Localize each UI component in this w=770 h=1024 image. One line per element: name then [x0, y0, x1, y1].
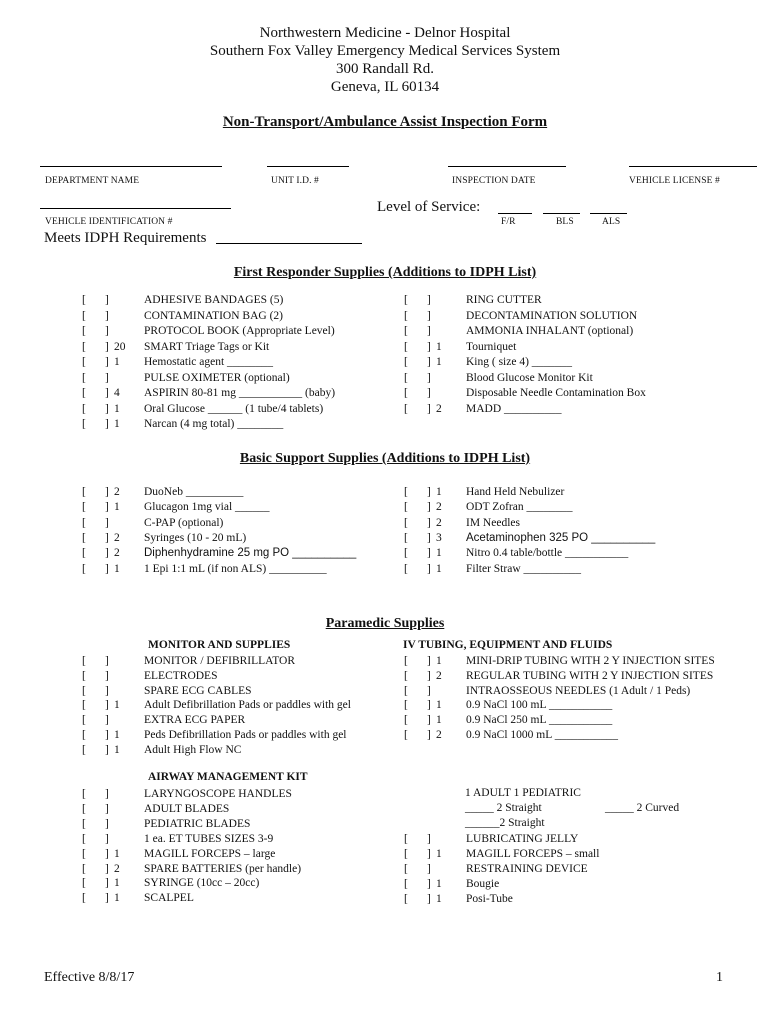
checkbox-close-bracket[interactable]: ] — [105, 684, 109, 697]
item-quantity: 20 — [114, 340, 126, 353]
checkbox-open-bracket[interactable]: [ — [82, 486, 86, 498]
checkbox-open-bracket[interactable]: [ — [82, 356, 86, 368]
item-label: RESTRAINING DEVICE — [466, 862, 588, 875]
item-quantity: 1 — [114, 402, 120, 415]
airway-adult-peds: 1 ADULT 1 PEDIATRIC — [465, 787, 581, 799]
item-label: IM Needles — [466, 516, 520, 529]
item-label: Narcan (4 mg total) ________ — [144, 418, 284, 430]
meets-idph-line[interactable] — [216, 243, 362, 244]
checkbox-close-bracket[interactable]: ] — [427, 325, 431, 337]
header-hospital: Northwestern Medicine - Delnor Hospital — [259, 25, 511, 41]
item-label: ADULT BLADES — [144, 802, 230, 815]
checkbox-open-bracket[interactable]: [ — [404, 547, 408, 560]
checkbox-open-bracket[interactable]: [ — [82, 669, 86, 682]
item-label: ADHESIVE BANDAGES (5) — [144, 294, 284, 306]
checkbox-close-bracket[interactable]: ] — [427, 501, 431, 514]
checkbox-close-bracket[interactable]: ] — [427, 371, 431, 384]
checkbox-open-bracket[interactable]: [ — [404, 847, 408, 860]
item-label: ASPIRIN 80-81 mg ___________ (baby) — [144, 387, 336, 399]
item-quantity: 1 — [436, 877, 442, 890]
unit-line[interactable] — [267, 166, 349, 167]
item-label: 0.9 NaCl 250 mL ___________ — [466, 714, 613, 727]
inspection-date-line[interactable] — [448, 166, 566, 167]
checkbox-close-bracket[interactable]: ] — [105, 418, 109, 430]
checkbox-open-bracket[interactable]: [ — [404, 729, 408, 741]
checkbox-open-bracket[interactable]: [ — [404, 862, 408, 875]
checkbox-open-bracket[interactable]: [ — [82, 309, 86, 322]
item-label: SMART Triage Tags or Kit — [144, 340, 270, 353]
item-label: ODT Zofran ________ — [466, 501, 573, 514]
item-label: Peds Defibrillation Pads or paddles with gel — [144, 729, 347, 741]
checkbox-close-bracket[interactable]: ] — [427, 547, 431, 560]
checkbox-close-bracket[interactable]: ] — [105, 309, 109, 322]
item-quantity: 1 — [436, 486, 442, 498]
item-label: MAGILL FORCEPS – small — [466, 847, 600, 860]
department-label: DEPARTMENT NAME — [45, 176, 140, 186]
item-label: REGULAR TUBING WITH 2 Y INJECTION SITES — [466, 669, 714, 682]
checkbox-open-bracket[interactable]: [ — [404, 714, 408, 727]
airway-straight-peds: ______2 Straight — [465, 817, 545, 829]
checkbox-close-bracket[interactable]: ] — [105, 877, 109, 890]
checkbox-open-bracket[interactable]: [ — [82, 371, 86, 384]
checkbox-close-bracket[interactable]: ] — [427, 562, 431, 575]
item-quantity: 4 — [114, 387, 120, 399]
item-label: Adult Defibrillation Pads or paddles with gel — [144, 699, 351, 712]
checkbox-open-bracket[interactable]: [ — [82, 655, 86, 667]
checkbox-open-bracket[interactable]: [ — [82, 802, 86, 815]
als-label: ALS — [602, 217, 621, 227]
checkbox-close-bracket[interactable]: ] — [427, 862, 431, 875]
checkbox-close-bracket[interactable]: ] — [105, 802, 109, 815]
item-quantity: 1 — [436, 847, 442, 860]
checkbox-open-bracket[interactable]: [ — [404, 655, 408, 667]
item-label: Oral Glucose ______ (1 tube/4 tablets) — [144, 402, 324, 415]
checkbox-close-bracket[interactable]: ] — [105, 371, 109, 384]
item-label: King ( size 4) _______ — [466, 356, 573, 368]
item-label: 0.9 NaCl 100 mL ___________ — [466, 699, 613, 712]
item-quantity: 1 — [436, 655, 442, 667]
checkbox-open-bracket[interactable]: [ — [404, 387, 408, 399]
department-line[interactable] — [40, 166, 222, 167]
item-quantity: 2 — [114, 531, 120, 544]
fr-line[interactable] — [498, 213, 532, 214]
checkbox-open-bracket[interactable]: [ — [404, 294, 408, 306]
checkbox-close-bracket[interactable]: ] — [105, 655, 109, 667]
vehicle-license-label: VEHICLE LICENSE # — [629, 176, 720, 186]
checkbox-open-bracket[interactable]: [ — [404, 833, 408, 845]
item-label: 0.9 NaCl 1000 mL ___________ — [466, 729, 618, 741]
item-label: EXTRA ECG PAPER — [144, 714, 246, 727]
checkbox-close-bracket[interactable]: ] — [427, 714, 431, 727]
checkbox-open-bracket[interactable]: [ — [82, 516, 86, 529]
checkbox-close-bracket[interactable]: ] — [105, 714, 109, 727]
checkbox-open-bracket[interactable]: [ — [82, 892, 86, 905]
checkbox-open-bracket[interactable]: [ — [404, 501, 408, 514]
checkbox-close-bracket[interactable]: ] — [427, 684, 431, 697]
item-label: DECONTAMINATION SOLUTION — [466, 309, 638, 322]
item-quantity: 2 — [436, 402, 442, 415]
checkbox-close-bracket[interactable]: ] — [427, 877, 431, 890]
item-quantity: 1 — [114, 847, 120, 860]
checkbox-close-bracket[interactable]: ] — [105, 531, 109, 544]
item-label: AMMONIA INHALANT (optional) — [466, 325, 634, 337]
item-label: PEDIATRIC BLADES — [144, 817, 251, 830]
item-label: MADD __________ — [466, 402, 562, 415]
meets-idph-label: Meets IDPH Requirements — [44, 230, 207, 246]
checkbox-close-bracket[interactable]: ] — [105, 743, 109, 756]
checkbox-open-bracket[interactable]: [ — [82, 340, 86, 353]
checkbox-open-bracket[interactable]: [ — [404, 877, 408, 890]
checkbox-close-bracket[interactable]: ] — [105, 501, 109, 514]
item-label: CONTAMINATION BAG (2) — [144, 309, 283, 322]
checkbox-close-bracket[interactable]: ] — [427, 294, 431, 306]
checkbox-open-bracket[interactable]: [ — [82, 547, 86, 560]
checkbox-open-bracket[interactable]: [ — [82, 387, 86, 399]
airway-curved: _____ 2 Curved — [605, 802, 680, 814]
checkbox-open-bracket[interactable]: [ — [82, 788, 86, 800]
paramedic-heading: Paramedic Supplies — [325, 616, 445, 631]
item-label: MONITOR / DEFIBRILLATOR — [144, 655, 295, 667]
item-label: Acetaminophen 325 PO __________ — [466, 531, 656, 544]
item-label: MINI-DRIP TUBING WITH 2 Y INJECTION SITES — [466, 655, 715, 667]
item-label: Hand Held Nebulizer — [466, 486, 565, 498]
checkbox-open-bracket[interactable]: [ — [82, 325, 86, 337]
checkbox-open-bracket[interactable]: [ — [404, 892, 408, 905]
item-quantity: 2 — [114, 862, 120, 875]
item-label: Blood Glucose Monitor Kit — [466, 371, 593, 384]
item-quantity: 1 — [114, 356, 120, 368]
checkbox-close-bracket[interactable]: ] — [105, 516, 109, 529]
checkbox-open-bracket[interactable]: [ — [404, 669, 408, 682]
checkbox-open-bracket[interactable]: [ — [404, 309, 408, 322]
item-quantity: 1 — [114, 743, 120, 756]
checkbox-open-bracket[interactable]: [ — [404, 371, 408, 384]
checkbox-open-bracket[interactable]: [ — [404, 531, 408, 544]
checkbox-open-bracket[interactable]: [ — [82, 729, 86, 741]
level-of-service-label: Level of Service: — [377, 199, 481, 215]
checkbox-open-bracket[interactable]: [ — [82, 877, 86, 890]
item-quantity: 1 — [114, 699, 120, 712]
item-label: DuoNeb __________ — [144, 486, 244, 498]
checkbox-close-bracket[interactable]: ] — [105, 486, 109, 498]
item-label: PROTOCOL BOOK (Appropriate Level) — [144, 325, 335, 337]
checkbox-close-bracket[interactable]: ] — [427, 847, 431, 860]
item-quantity: 2 — [436, 669, 442, 682]
vehicle-id-label: VEHICLE IDENTIFICATION # — [45, 217, 173, 227]
checkbox-open-bracket[interactable]: [ — [82, 418, 86, 430]
checkbox-close-bracket[interactable]: ] — [105, 832, 109, 845]
als-line[interactable] — [590, 213, 627, 214]
item-quantity: 2 — [436, 501, 442, 514]
checkbox-open-bracket[interactable]: [ — [404, 516, 408, 529]
item-label: Adult High Flow NC — [144, 743, 242, 756]
fr-label: F/R — [501, 217, 516, 227]
page-number: 1 — [716, 970, 723, 985]
checkbox-close-bracket[interactable]: ] — [105, 294, 109, 306]
checkbox-close-bracket[interactable]: ] — [427, 833, 431, 845]
item-quantity: 2 — [436, 729, 442, 741]
checkbox-close-bracket[interactable]: ] — [427, 655, 431, 667]
item-quantity: 1 — [114, 501, 120, 514]
checkbox-close-bracket[interactable]: ] — [427, 486, 431, 498]
checkbox-open-bracket[interactable]: [ — [404, 325, 408, 337]
checkbox-open-bracket[interactable]: [ — [82, 531, 86, 544]
checkbox-close-bracket[interactable]: ] — [427, 669, 431, 682]
item-label: Syringes (10 - 20 mL) — [144, 531, 247, 544]
checkbox-close-bracket[interactable]: ] — [427, 340, 431, 353]
item-label: Disposable Needle Contamination Box — [466, 387, 646, 399]
item-label: LUBRICATING JELLY — [466, 833, 579, 845]
checkbox-open-bracket[interactable]: [ — [82, 501, 86, 514]
item-label: INTRAOSSEOUS NEEDLES (1 Adult / 1 Peds) — [466, 684, 691, 697]
checkbox-close-bracket[interactable]: ] — [427, 356, 431, 368]
checkbox-close-bracket[interactable]: ] — [427, 387, 431, 399]
checkbox-close-bracket[interactable]: ] — [105, 892, 109, 905]
checkbox-open-bracket[interactable]: [ — [82, 562, 86, 575]
checkbox-open-bracket[interactable]: [ — [82, 684, 86, 697]
airway-heading: AIRWAY MANAGEMENT KIT — [148, 771, 308, 783]
checkbox-open-bracket[interactable]: [ — [404, 402, 408, 415]
checkbox-close-bracket[interactable]: ] — [105, 562, 109, 575]
checkbox-open-bracket[interactable]: [ — [82, 832, 86, 845]
checkbox-open-bracket[interactable]: [ — [82, 402, 86, 415]
item-label: Hemostatic agent ________ — [144, 356, 274, 368]
first-responder-heading: First Responder Supplies (Additions to IDPH List) — [233, 265, 537, 280]
checkbox-close-bracket[interactable]: ] — [427, 516, 431, 529]
checkbox-close-bracket[interactable]: ] — [105, 699, 109, 712]
item-label: Tourniquet — [466, 340, 517, 353]
checkbox-open-bracket[interactable]: [ — [404, 684, 408, 697]
checkbox-close-bracket[interactable]: ] — [105, 847, 109, 860]
item-label: Filter Straw __________ — [466, 562, 581, 575]
checkbox-close-bracket[interactable]: ] — [427, 531, 431, 544]
inspection-date-label: INSPECTION DATE — [452, 176, 536, 186]
item-quantity: 1 — [114, 418, 120, 430]
item-quantity: 2 — [114, 547, 120, 560]
checkbox-open-bracket[interactable]: [ — [82, 699, 86, 712]
item-label: Nitro 0.4 table/bottle ___________ — [466, 547, 629, 560]
checkbox-close-bracket[interactable]: ] — [105, 340, 109, 353]
checkbox-open-bracket[interactable]: [ — [404, 562, 408, 575]
checkbox-open-bracket[interactable]: [ — [82, 294, 86, 306]
checkbox-close-bracket[interactable]: ] — [427, 892, 431, 905]
checkbox-close-bracket[interactable]: ] — [105, 547, 109, 560]
checkbox-open-bracket[interactable]: [ — [82, 817, 86, 830]
item-quantity: 3 — [436, 531, 442, 544]
item-label: MAGILL FORCEPS – large — [144, 847, 276, 860]
checkbox-open-bracket[interactable]: [ — [82, 743, 86, 756]
item-quantity: 1 — [436, 562, 442, 575]
item-quantity: 1 — [114, 562, 120, 575]
basic-support-heading: Basic Support Supplies (Additions to IDPH List) — [239, 451, 531, 466]
checkbox-close-bracket[interactable]: ] — [105, 402, 109, 415]
checkbox-open-bracket[interactable]: [ — [82, 714, 86, 727]
checkbox-close-bracket[interactable]: ] — [105, 387, 109, 399]
checkbox-close-bracket[interactable]: ] — [105, 356, 109, 368]
checkbox-close-bracket[interactable]: ] — [427, 699, 431, 712]
checkbox-close-bracket[interactable]: ] — [105, 817, 109, 830]
checkbox-open-bracket[interactable]: [ — [82, 847, 86, 860]
item-label: Diphenhydramine 25 mg PO __________ — [144, 547, 357, 560]
item-quantity: 2 — [436, 516, 442, 529]
monitor-heading: MONITOR AND SUPPLIES — [148, 639, 291, 651]
item-label: 1 Epi 1:1 mL (if non ALS) __________ — [144, 562, 327, 575]
item-quantity: 2 — [114, 486, 120, 498]
checkbox-close-bracket[interactable]: ] — [105, 862, 109, 875]
item-quantity: 1 — [436, 892, 442, 905]
item-quantity: 1 — [114, 729, 120, 741]
header-city: Geneva, IL 60134 — [330, 79, 440, 95]
item-label: SCALPEL — [144, 892, 194, 905]
airway-straight-adult: _____ 2 Straight — [465, 802, 542, 814]
item-quantity: 1 — [436, 340, 442, 353]
item-label: Glucagon 1mg vial ______ — [144, 501, 270, 514]
item-label: LARYNGOSCOPE HANDLES — [144, 788, 292, 800]
item-label: ELECTRODES — [144, 669, 218, 682]
effective-date: Effective 8/8/17 — [44, 970, 135, 985]
item-label: SPARE ECG CABLES — [144, 684, 252, 697]
unit-label: UNIT I.D. # — [271, 176, 319, 186]
item-quantity: 1 — [114, 877, 120, 890]
item-label: Bougie — [466, 877, 500, 890]
item-label: SPARE BATTERIES (per handle) — [144, 862, 302, 875]
checkbox-close-bracket[interactable]: ] — [427, 402, 431, 415]
header-address: 300 Randall Rd. — [336, 61, 434, 77]
checkbox-open-bracket[interactable]: [ — [404, 356, 408, 368]
item-quantity: 1 — [436, 699, 442, 712]
checkbox-close-bracket[interactable]: ] — [427, 729, 431, 741]
item-quantity: 1 — [436, 714, 442, 727]
vehicle-license-line[interactable] — [629, 166, 757, 167]
checkbox-open-bracket[interactable]: [ — [82, 862, 86, 875]
checkbox-close-bracket[interactable]: ] — [427, 309, 431, 322]
checkbox-close-bracket[interactable]: ] — [105, 788, 109, 800]
checkbox-open-bracket[interactable]: [ — [404, 340, 408, 353]
item-label: SYRINGE (10cc – 20cc) — [144, 877, 260, 890]
item-label: C-PAP (optional) — [144, 516, 224, 529]
bls-line[interactable] — [543, 213, 580, 214]
checkbox-close-bracket[interactable]: ] — [105, 325, 109, 337]
item-label: PULSE OXIMETER (optional) — [144, 371, 290, 384]
form-title: Non-Transport/Ambulance Assist Inspection Form — [222, 114, 548, 130]
checkbox-open-bracket[interactable]: [ — [404, 486, 408, 498]
item-quantity: 1 — [436, 356, 442, 368]
vehicle-id-line[interactable] — [40, 208, 231, 209]
bls-label: BLS — [556, 217, 574, 227]
item-label: 1 ea. ET TUBES SIZES 3-9 — [144, 832, 274, 845]
item-quantity: 1 — [436, 547, 442, 560]
checkbox-open-bracket[interactable]: [ — [404, 699, 408, 712]
item-quantity: 1 — [114, 892, 120, 905]
header-system: Southern Fox Valley Emergency Medical Services System — [209, 43, 561, 59]
checkbox-close-bracket[interactable]: ] — [105, 669, 109, 682]
checkbox-close-bracket[interactable]: ] — [105, 729, 109, 741]
iv-heading: IV TUBING, EQUIPMENT AND FLUIDS — [403, 639, 613, 651]
item-label: Posi-Tube — [466, 892, 513, 905]
item-label: RING CUTTER — [466, 294, 542, 306]
